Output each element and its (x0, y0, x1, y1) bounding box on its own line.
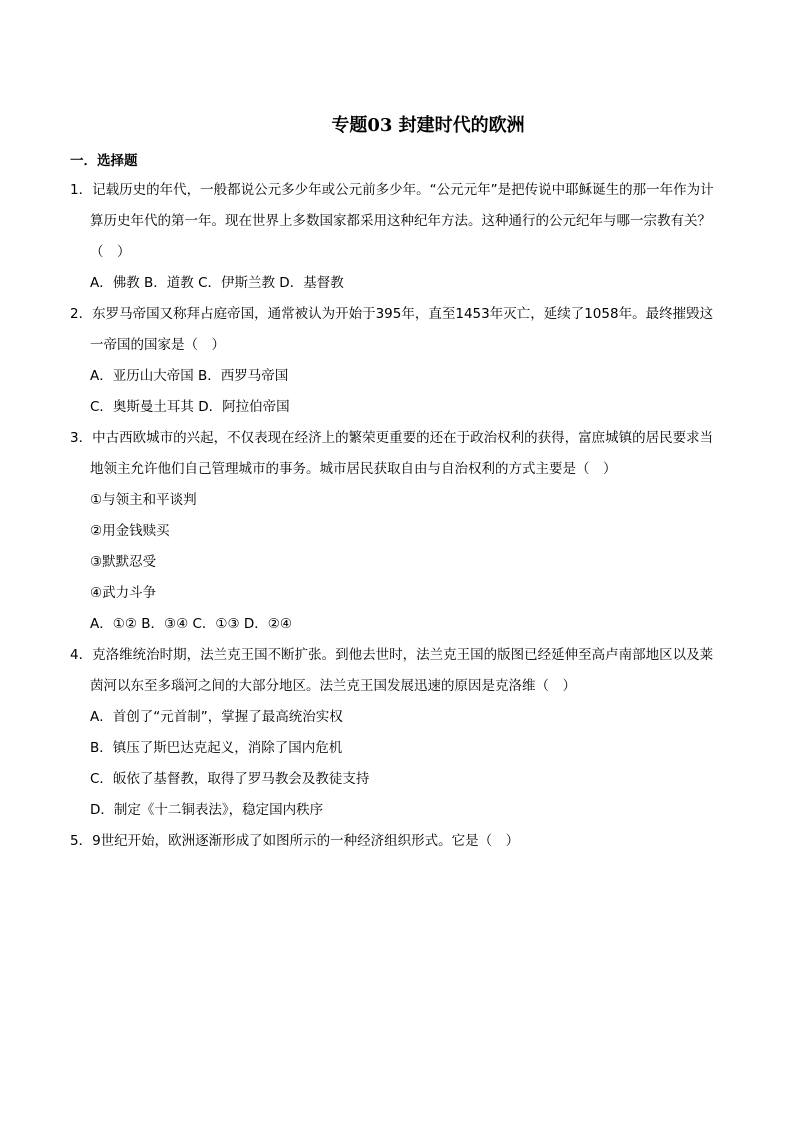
answer-options: A．①② B．③④ C．①③ D．②④ (90, 616, 293, 632)
question-stem (70, 423, 714, 485)
question-number: 4． (70, 647, 93, 663)
question-text: 记载历史的年代，一般都说公元多少年或公元前多少年。“公元元年”是把传说中耶稣诞生的那一年作为计算历史年代的第一年。现在世界上多数国家都采用这种纪年方法。这种通行的公元纪年与哪一宗教有关？（ ） (90, 182, 714, 260)
answer-option-b: B．镇压了斯巴达克起义，消除了国内危机 (90, 740, 343, 756)
question-number: 1． (70, 182, 93, 198)
section-heading: 一．选择题 (70, 153, 138, 169)
question-1 (70, 175, 714, 299)
question-stem (70, 640, 714, 702)
answer-options: A．亚历山大帝国 B．西罗马帝国 (90, 368, 289, 384)
answer-option-d: D．制定《十二铜表法》，稳定国内秩序 (90, 802, 324, 818)
statement-item: ①与领主和平谈判 (90, 492, 197, 508)
question-stem (70, 826, 714, 857)
statement-item: ④武力斗争 (90, 585, 157, 601)
answer-option-a: A．首创了“元首制”，掌握了最高统治实权 (90, 709, 343, 725)
question-4 (70, 640, 714, 826)
question-number: 3． (70, 430, 93, 446)
question-text: 东罗马帝国又称拜占庭帝国，通常被认为开始于395年，直至1453年灭亡，延续了1058年。最终摧毁这一帝国的国家是（ ） (90, 306, 714, 353)
question-stem (70, 299, 714, 361)
question-text: 9世纪开始，欧洲逐渐形成了如图所示的一种经济组织形式。它是（ ） (92, 833, 520, 849)
question-2 (70, 299, 714, 423)
question-stem (70, 175, 714, 268)
answer-option-c: C．皈依了基督教，取得了罗马教会及教徒支持 (90, 771, 370, 787)
question-text: 克洛维统治时期，法兰克王国不断扩张。到他去世时，法兰克王国的版图已经延伸至高卢南部地区以及莱茵河以东至多瑙河之间的大部分地区。法兰克王国发展迅速的原因是克洛维（ ） (90, 647, 714, 694)
question-number: 2． (70, 306, 93, 322)
answer-options: C．奥斯曼土耳其 D．阿拉伯帝国 (90, 399, 290, 415)
answer-options: A．佛教 B．道教 C．伊斯兰教 D．基督教 (90, 275, 344, 291)
statement-item: ③默默忍受 (90, 554, 157, 570)
statement-item: ②用金钱赎买 (90, 523, 170, 539)
question-text: 中古西欧城市的兴起，不仅表现在经济上的繁荣更重要的还在于政治权利的获得，富庶城镇的居民要求当地领主允许他们自己管理城市的事务。城市居民获取自由与自治权利的方式主要是（ ） (90, 430, 714, 477)
question-5 (70, 826, 714, 857)
question-number: 5． (70, 833, 93, 849)
document-title: 专题03 封建时代的欧洲 (331, 115, 525, 136)
question-3 (70, 423, 714, 640)
